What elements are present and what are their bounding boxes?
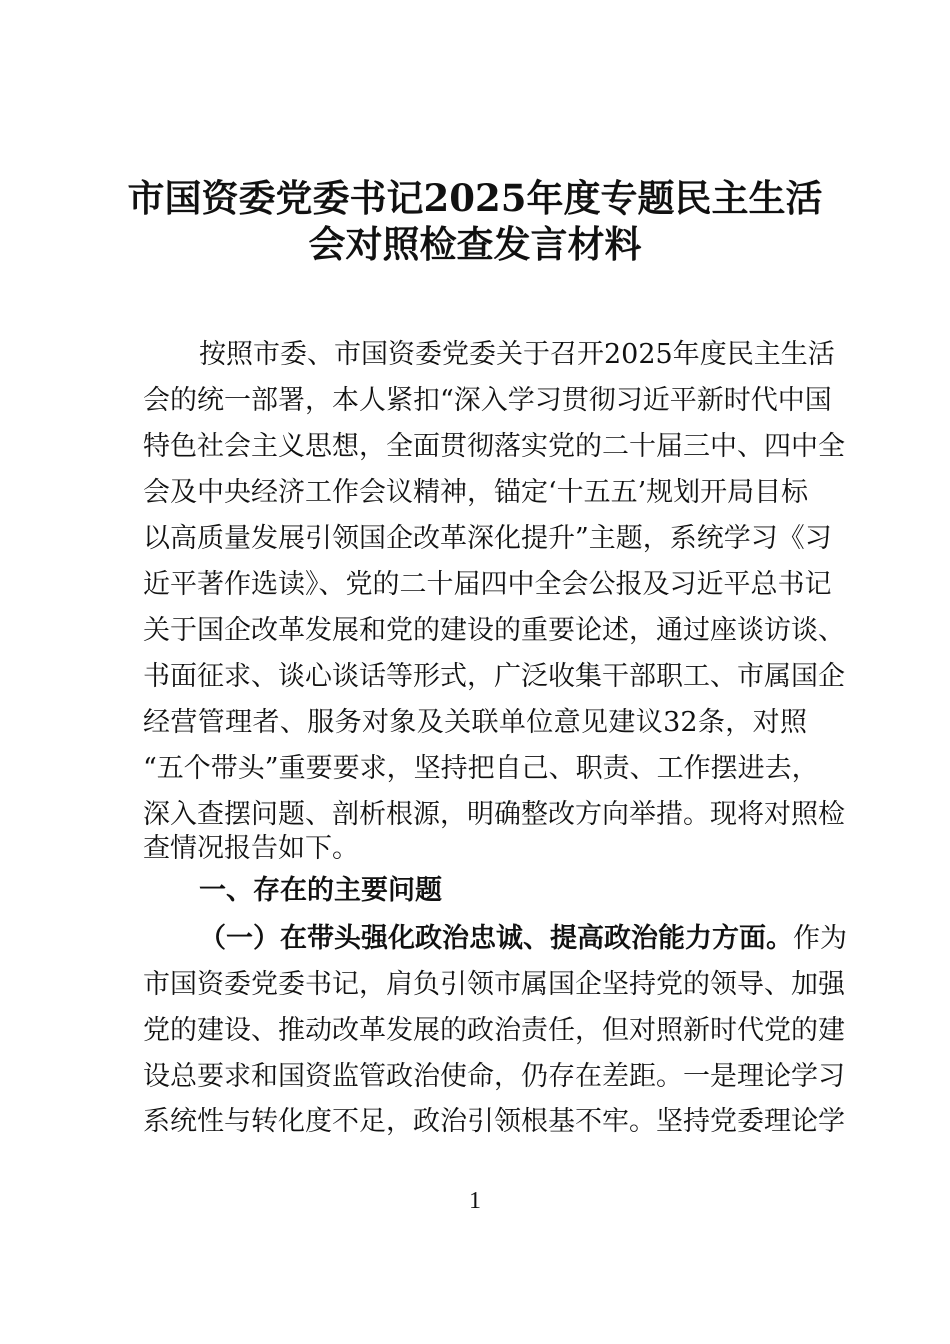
intro-paragraph-line: 书面征求、谈心谈话等形式，广泛收集干部职工、市属国企 [143, 661, 845, 692]
subsection-paragraph-line: 系统性与转化度不足，政治引领根基不牢。坚持党委理论学 [143, 1106, 845, 1137]
intro-paragraph-line: 会及中央经济工作会议精神，锚定‘十五五’规划开局目标 [143, 477, 809, 508]
page-number: 1 [469, 1188, 481, 1214]
subsection-paragraph-line: 市国资委党委书记，肩负引领市属国企坚持党的领导、加强 [143, 969, 845, 1000]
subsection-paragraph-line: 党的建设、推动改革发展的政治责任，但对照新时代党的建 [143, 1015, 845, 1046]
subsection-heading: （一）在带头强化政治忠诚、提高政治能力方面。 [199, 923, 793, 954]
intro-paragraph-line: 按照市委、市国资委党委关于召开2025年度民主生活 [199, 339, 835, 370]
subsection-first-line [199, 916, 847, 962]
subsection-text: 作为 [793, 923, 847, 954]
intro-paragraph-line: 查情况报告如下。 [143, 833, 359, 864]
intro-paragraph-line: 关于国企改革发展和党的建设的重要论述，通过座谈访谈、 [143, 615, 845, 646]
document-title-line-2: 会对照检查发言材料 [308, 222, 642, 266]
intro-paragraph-line: “五个带头”重要要求，坚持把自己、职责、工作摆进去， [143, 753, 819, 784]
document-title-line-1: 市国资委党委书记2025年度专题民主生活 [127, 176, 823, 220]
intro-paragraph-line: 深入查摆问题、剖析根源，明确整改方向举措。现将对照检 [143, 799, 845, 830]
subsection-paragraph-line: 设总要求和国资监管政治使命，仍存在差距。一是理论学习 [143, 1061, 845, 1092]
section-heading: 一、存在的主要问题 [199, 875, 442, 906]
intro-paragraph-line: 特色社会主义思想，全面贯彻落实党的二十届三中、四中全 [143, 431, 845, 462]
intro-paragraph-line: 以高质量发展引领国企改革深化提升”主题，系统学习《习 [143, 523, 832, 554]
intro-paragraph-line: 经营管理者、服务对象及关联单位意见建议32条，对照 [143, 707, 807, 738]
intro-paragraph-line: 会的统一部署，本人紧扣“深入学习贯彻习近平新时代中国 [143, 385, 832, 416]
intro-paragraph-line: 近平著作选读》、党的二十届四中全会公报及习近平总书记 [143, 569, 832, 600]
